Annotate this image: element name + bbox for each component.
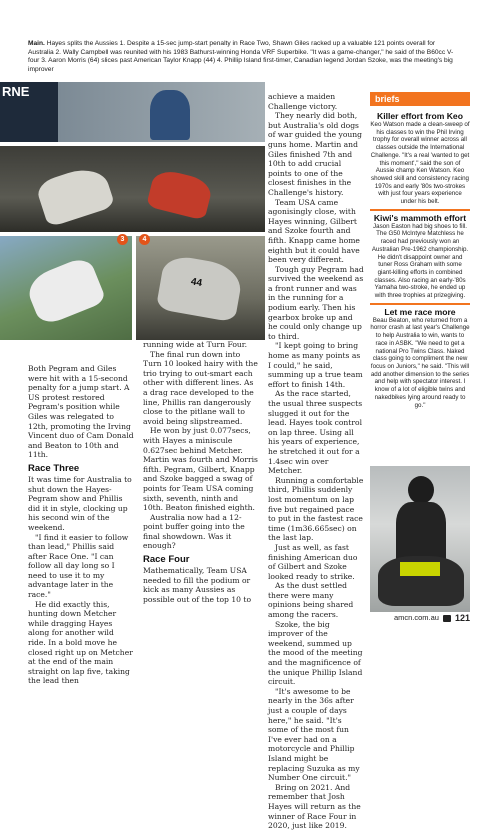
paragraph: As the dust settled there were many opinions being shared among the racers. — [268, 581, 354, 620]
paragraph: Szoke, the big improver of the weekend, summed up the mood of the meeting and the magnificence of the unique Phillip Island circuit. — [268, 619, 363, 687]
briefs-tab: briefs — [370, 92, 470, 106]
brief-heading: Let me race more — [370, 303, 470, 317]
section-heading-race-four: Race Four — [143, 554, 190, 566]
paragraph: achieve a maiden Challenge victory. — [268, 92, 338, 111]
helmet-shape — [408, 476, 434, 504]
rider-portrait-photo — [370, 466, 470, 612]
section-heading-race-three: Race Three — [28, 462, 80, 474]
brief-heading: Killer effort from Keo — [377, 111, 463, 121]
vintage-superbike-photo — [150, 90, 190, 140]
page-footer — [394, 612, 470, 624]
article-column-1 — [28, 364, 134, 686]
article-column-3 — [268, 92, 364, 831]
sign-text: RNE — [2, 84, 30, 99]
paragraph: They nearly did both, but Australia's old dogs of war guided the young guns home. Martin and Giles finished 7th and 10th to add crucial points to one of the closest finishes in the Challenge's history. — [268, 111, 363, 197]
page-number: 121 — [454, 613, 470, 623]
briefs-sidebar — [370, 92, 470, 409]
paragraph: As the race started, the usual three suspects slugged it out for the lead. Hayes took control on lap three. Using all his years of experience, he stretched it out for a 1.4sec win over Metcher. — [268, 389, 363, 476]
paragraph: Both Pegram and Giles were hit with a 15-second penalty for a jump start. A US protest restored Pegram's position while Giles was relegated to 12th, promoting the Irving Vincent duo of Cam Donald and Beaton to 10th and 11th. — [28, 364, 134, 460]
paragraph: running wide at Turn Four. — [143, 340, 248, 349]
paragraph: "I find it easier to follow than lead," Phillis said after Race One. "I can follow all day long so I need to use it to my advantage later in the race." — [28, 532, 129, 600]
magazine-logo-icon — [443, 615, 451, 622]
paragraph: The final run down into Turn 10 looked hairy with the trio trying to out-smart each other with different lines. As a drag race developed to the line, Phillis ran dangerously close to the pitlane wall to avoid being slipstreamed. — [143, 349, 258, 426]
paragraph: "I kept going to bring home as many points as I could," he said, summing up a true team effort to finish 14th. — [268, 341, 363, 389]
paragraph: He won by just 0.077secs, with Hayes a miniscule 0.627sec behind Metcher. Martin was fourth and Morris fifth. Pegram, Gilbert, Knapp and Szoke bagged a swag of points for Team USA coming sixth, seventh, ninth and 10th. Beaton finished eighth. — [143, 426, 258, 513]
bike-livery-shape — [400, 562, 440, 576]
photo-badge-4: 4 — [139, 234, 150, 245]
paragraph: Team USA came agonisingly close, with Hayes winning, Gilbert and Szoke fourth and fifth. Knapp came home eighth but it could have been very different. — [268, 197, 360, 265]
paragraph: Australia now had a 12-point buffer going into the final showdown. Was it enough? — [143, 512, 245, 551]
brief-body: Beau Beaton, who returned from a horror crash at last year's Challenge to help Australia to win, wants to race in ASBK. "We need to get a national Pro Twins Class. Naked class going to compliment the new focus on Juniors," he said. "This will add another dimension to the series and help with spectator interest. I know of a lot of eligible twins and nakedbikes lying around ready to go." — [370, 316, 470, 409]
photo-caption — [28, 40, 460, 74]
paragraph: Running a comfortable third, Phillis suddenly lost momentum on lap five but regained pace to put in the fastest race time (1m36.665sec) on the last lap. — [268, 475, 364, 543]
paragraph: "It's awesome to be nearly in the 36s after just a couple of days here," he said. "It's some of the most fun I've ever had on a motorcycle and Phillip Island might be replacing Suzuka as my Number One circuit." — [268, 686, 360, 783]
rider-number: 44 — [189, 276, 203, 290]
paragraph: He did exactly this, hunting down Metcher while dragging Hayes along for another wild ride. In a bold move he closed right up on Metcher at the end of the main straight on lap five, taking the lead then — [28, 599, 133, 686]
paragraph: Tough guy Pegram had survived the weekend as a front runner and was in the running for a podium early. Then his gearbox broke up and he could only change up to third. — [268, 264, 364, 341]
paragraph: Just as well, as fast finishing American duo of Gilbert and Szoke looked ready to strike. — [268, 542, 358, 581]
caption-text: Hayes splits the Aussies 1. Despite a 15-sec jump-start penalty in Race Two, Shawn Giles racked up a valuable 121 points overall for Australia 2. Wally Campbell was reunited with his 1983 Bathurst-winning Honda VRF Superbike. "It was a game-changer," he said of the B60cc V-four 3. Aaron Morris (64) slices past American Taylor Knapp (44) 4. Phillip Island first-timer, Canadian legend Jordan Szoke, was the meeting's big improver — [28, 40, 454, 73]
brief-heading: Kiwi's mammoth effort — [370, 209, 470, 223]
article-column-2 — [143, 340, 259, 604]
paragraph: It was time for Australia to shut down the Hayes-Pegram show and Phillis did it in style, clocking up his second win of the weekend. — [28, 474, 132, 532]
site-url: amcn.com.au — [393, 613, 439, 622]
paragraph: Bring on 2021. And remember that Josh Hayes will return as the winner of Race Four in 2020, just like 2019. — [268, 782, 361, 831]
paragraph: Mathematically, Team USA needed to fill the podium or kick as many Aussies as possible out of the top 10 to — [143, 566, 252, 604]
photo-badge-3: 3 — [117, 234, 128, 245]
race-photo-collage — [0, 82, 265, 340]
caption-lead: Main. — [28, 40, 45, 47]
sign-board — [0, 82, 58, 144]
brief-body: Jason Easton had big shoes to fill. The G50 McIntyre Matchless he raced had previously won an Australian Pre-1962 championship. He didn't disappoint owner and tuner Ross Graham with some giant-killing efforts in combined classes. Also racing an early-'80s Yamaha two-stroke, he ended up with three trophies at prizegiving. — [371, 222, 469, 300]
brief-body: Keo Watson made a clean-sweep of his classes to win the Phil Irving trophy for overall winner across all classes outside the International Challenge. "It's a real 'wanted to get this moment'," said the son of Aussie champ Ken Watson. Keo showed skill and consistency racing 1970s and early '80s two-strokes with just four years experience under his belt. — [370, 121, 470, 206]
